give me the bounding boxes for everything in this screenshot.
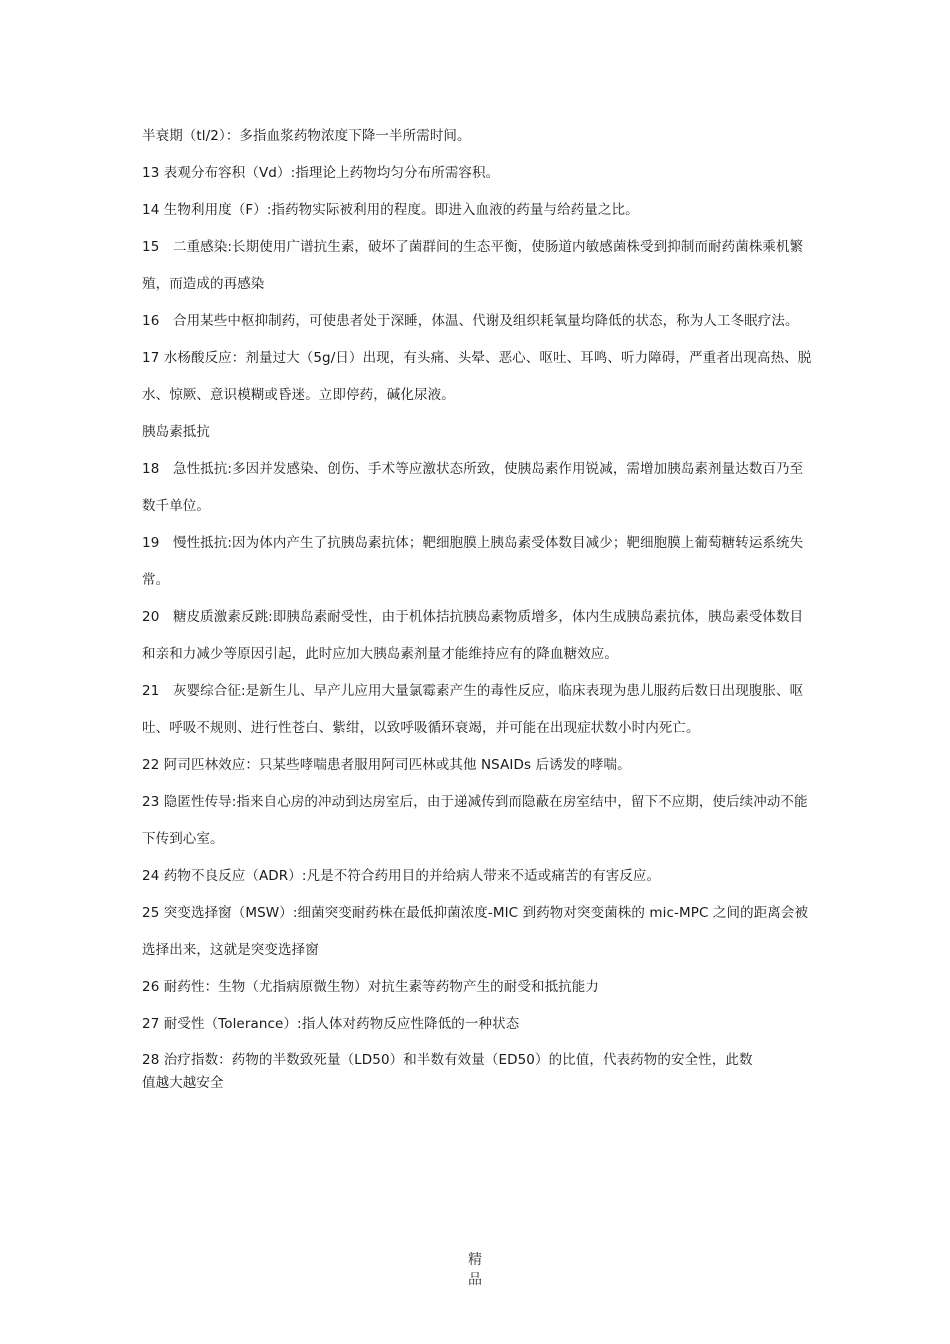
- paragraph-19-chronic-resistance: 19 慢性抵抗:因为体内产生了抗胰岛素抗体；靶细胞膜上胰岛素受体数目减少；靶细胞膜上葡萄糖转运系统失常。: [142, 535, 804, 588]
- paragraph-13-volume-of-distribution: 13 表观分布容积（Vd）:指理论上药物均匀分布所需容积。: [142, 165, 500, 181]
- paragraph-20-glucocorticoid-rebound: 20 糖皮质激素反跳:即胰岛素耐受性，由于机体拮抗胰岛素物质增多，体内生成胰岛素抗体，胰岛素受体数目和亲和力减少等原因引起，此时应加大胰岛素剂量才能维持应有的降血糖效应。: [142, 609, 804, 662]
- footer-line-1: 精: [468, 1252, 482, 1268]
- paragraph-17-salicylism: 17 水杨酸反应：剂量过大（5g/日）出现，有头痛、头晕、恶心、呕吐、耳鸣、听力障碍，严重者出现高热、脱水、惊厥、意识模糊或昏迷。立即停药，碱化尿液。: [142, 350, 812, 403]
- page-footer: [0, 1250, 950, 1290]
- paragraph-18-acute-resistance: 18 急性抵抗:多因并发感染、创伤、手术等应激状态所致，使胰岛素作用锐减，需增加胰岛素剂量达数百乃至数千单位。: [142, 461, 804, 514]
- paragraph-24-adverse-drug-reaction: 24 药物不良反应（ADR）:凡是不符合药用目的并给病人带来不适或痛苦的有害反应。: [142, 868, 661, 884]
- paragraph-25-mutant-selection-window: 25 突变选择窗（MSW）:细菌突变耐药株在最低抑菌浓度-MIC 到药物对突变菌株的 mic-MPC 之间的距离会被选择出来，这就是突变选择窗: [142, 905, 809, 958]
- paragraph-21-gray-baby-syndrome: 21 灰婴综合征:是新生儿、早产儿应用大量氯霉素产生的毒性反应，临床表现为患儿服药后数日出现腹胀、呕吐、呼吸不规则、进行性苍白、紫绀，以致呼吸循环衰竭，并可能在出现症状数小时内死亡。: [142, 683, 804, 736]
- paragraph-23-concealed-conduction: 23 隐匿性传导:指来自心房的冲动到达房室后，由于递减传到而隐蔽在房室结中，留下不应期，使后续冲动不能下传到心室。: [142, 794, 808, 847]
- paragraph-14-bioavailability: 14 生物利用度（F）:指药物实际被利用的程度。即进入血液的药量与给药量之比。: [142, 202, 639, 218]
- paragraph-27-tolerance: 27 耐受性（Tolerance）:指人体对药物反应性降低的一种状态: [142, 1016, 520, 1032]
- paragraph-22-aspirin-effect: 22 阿司匹林效应：只某些哮喘患者服用阿司匹林或其他 NSAIDs 后诱发的哮喘。: [142, 757, 631, 773]
- section-heading-insulin-resistance: 胰岛素抵抗: [142, 424, 210, 440]
- document-body: [142, 118, 812, 1095]
- paragraph-16-artificial-hibernation: 16 合用某些中枢抑制药，可使患者处于深睡，体温、代谢及组织耗氧量均降低的状态，称为人工冬眠疗法。: [142, 313, 799, 329]
- footer-line-2: 品: [468, 1272, 482, 1288]
- paragraph-26-drug-resistance: 26 耐药性：生物（尤指病原微生物）对抗生素等药物产生的耐受和抵抗能力: [142, 979, 599, 995]
- paragraph-15-superinfection: 15 二重感染:长期使用广谱抗生素，破坏了菌群间的生态平衡，使肠道内敏感菌株受到抑制而耐药菌株乘机繁殖，而造成的再感染: [142, 239, 804, 292]
- paragraph-28-therapeutic-index: 28 治疗指数：药物的半数致死量（LD50）和半数有效量（ED50）的比值，代表药物的安全性，此数值越大越安全: [142, 1052, 753, 1091]
- paragraph-half-life: 半衰期（tl/2）：多指血浆药物浓度下降一半所需时间。: [142, 128, 471, 144]
